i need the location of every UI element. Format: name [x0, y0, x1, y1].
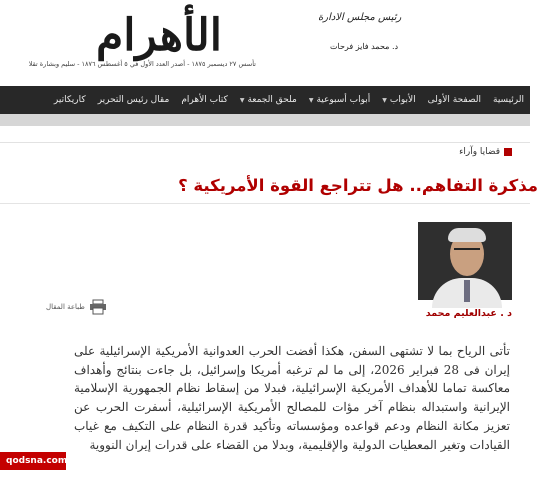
watermark-text: qodsna.com: [6, 456, 68, 466]
section-bullet-icon: [504, 148, 512, 156]
author-name[interactable]: د . عبدالعليم محمد: [425, 308, 512, 319]
nav-item-label: كتاب الأهرام: [181, 95, 228, 105]
nav-item-label: الرئيسية: [493, 95, 524, 105]
nav-item-caricature[interactable]: [48, 95, 92, 105]
section-divider: [0, 142, 530, 143]
author-photo: [418, 222, 512, 300]
logo-al-ahram[interactable]: الأهرام: [96, 10, 222, 61]
nav-item-friday-supplement[interactable]: [234, 95, 303, 105]
nav-item-label: أبواب أسبوعية: [316, 95, 371, 105]
board-chairman-title: رئيس مجلس الادارة: [318, 12, 402, 23]
logo-tagline: تأسس ٢٧ ديسمبر ١٨٧٥ - أصدر العدد الأول في ٥ أغسطس ١٨٧٦ - سليم وبشارة تقلا: [28, 60, 256, 68]
nav-item-ahram-writers[interactable]: [175, 95, 234, 105]
masthead: [0, 0, 530, 78]
nav-underband: [0, 114, 530, 126]
article-paragraph: تأتى الرياح بما لا تشتهى السفن، هكذا أفضت الحرب العدوانية الأمريكية الإسرائيلية على إيران فى 28 فبراير 2026، إلى ما لم ترغبه أمريكا وإسرائيل، بل جاءت بنتائج وأهداف معاكسة تماما للأهداف الأمريكية الإسرائيلية، فبدلا من إسقاط نظام الجمهورية الإسلامية الإيرانية واستبداله بنظام آخر مؤات للمصالح الأمريكية الإسرائيلية، أسفرت الحرب عن تعزيز مكانة النظام ودعم قواعده ومؤسساته وتأكيد قدرة النظام على التكيف مع غياب القيادات وتغير المعطيات الدولية والإقليمية، وبدلا من القضاء على قدرات إيران النووية: [74, 344, 511, 452]
section-label: قضايا وآراء: [459, 147, 500, 157]
nav-item-sections[interactable]: [376, 95, 421, 105]
dropdown-caret-icon: ▼: [239, 96, 245, 104]
photo-tie: [464, 280, 470, 302]
watermark-badge: [0, 452, 66, 470]
photo-glasses: [454, 248, 480, 255]
nav-item-label: الصفحة الأولى: [427, 95, 481, 105]
nav-item-label: مقال رئيس التحرير: [97, 95, 170, 105]
print-label: طباعة المقال: [46, 303, 85, 311]
article-body: [74, 342, 510, 454]
article-headline: مذكرة التفاهم.. هل تتراجع القوة الأمريكية ؟: [178, 176, 538, 195]
nav-item-editor-article[interactable]: [92, 95, 176, 105]
section-breadcrumb[interactable]: [459, 147, 512, 157]
nav-item-home[interactable]: [487, 95, 530, 105]
author-row: [0, 306, 530, 326]
dropdown-caret-icon: ▼: [382, 96, 387, 104]
board-chairman-name: د. محمد فايز فرحات: [330, 42, 399, 51]
nav-item-label: الأبواب: [389, 95, 416, 105]
dropdown-caret-icon: ▼: [308, 96, 314, 104]
nav-item-label: ملحق الجمعة: [247, 95, 297, 105]
nav-item-front-page[interactable]: [422, 95, 487, 105]
headline-divider: [0, 203, 530, 204]
nav-item-label: كاريكاتير: [53, 95, 86, 105]
photo-hair: [448, 228, 486, 242]
main-navbar: [0, 86, 530, 114]
nav-item-weekly-sections[interactable]: [303, 95, 376, 105]
